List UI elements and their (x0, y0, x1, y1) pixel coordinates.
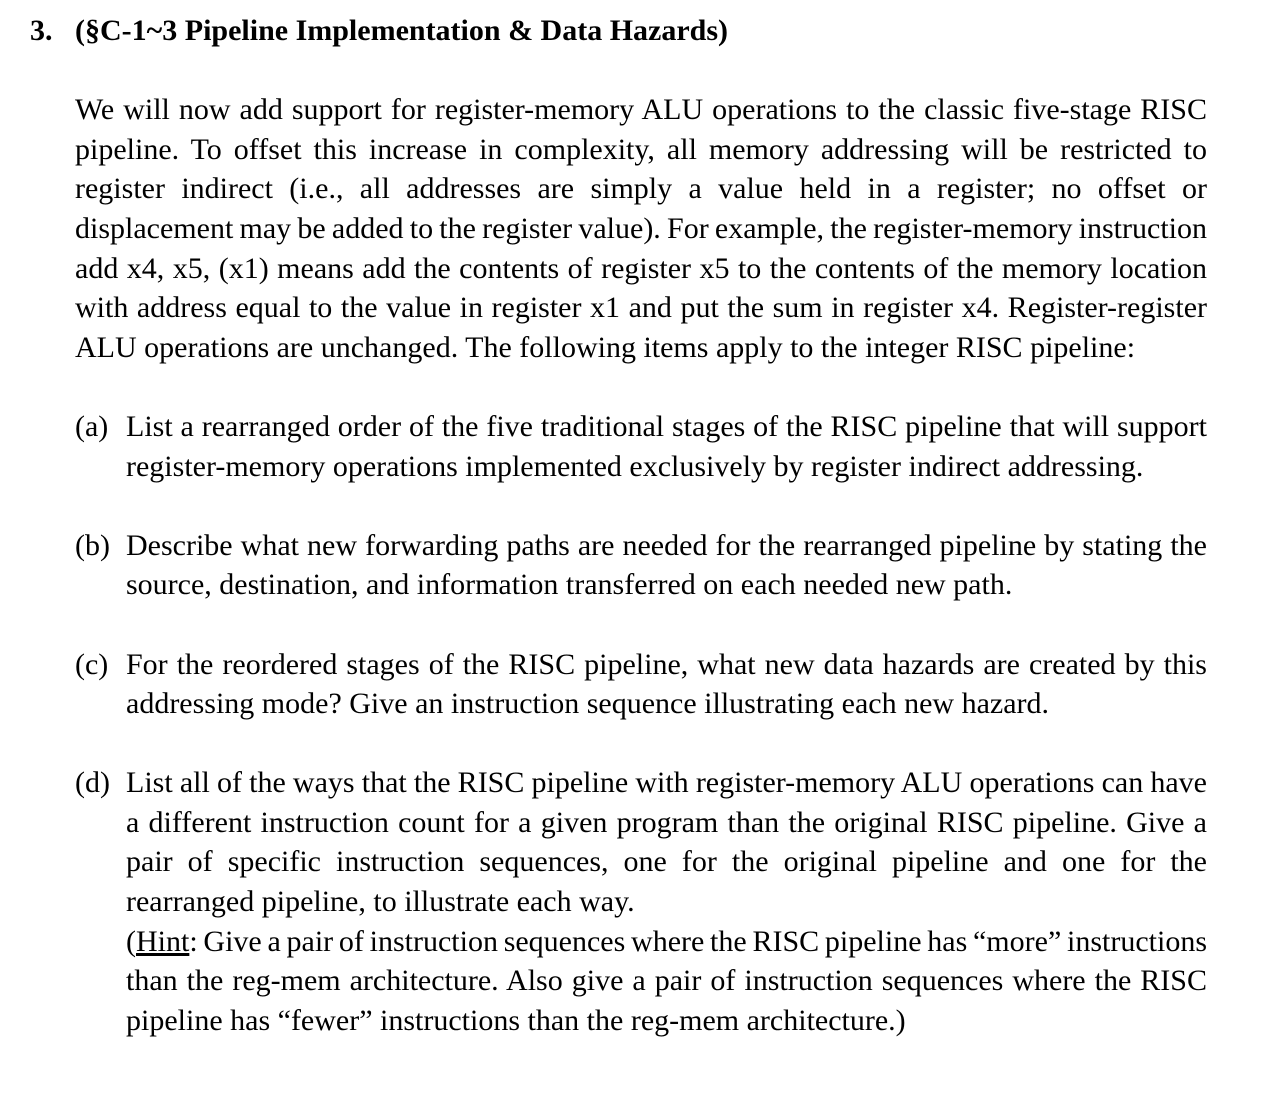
part-d-line: pair of specific instruction sequences, one for the original pipeline and one for the (126, 845, 1207, 879)
intro-line: pipeline. To offset this increase in complexity, all memory addressing will be restricted to (75, 132, 1207, 166)
part-d-label: (d) (75, 766, 110, 800)
part-b-label: (b) (75, 528, 110, 562)
part-d-line: List all of the ways that the RISC pipeline with register-memory ALU operations can have (126, 766, 1207, 800)
intro-line: displacement may be added to the register value). For example, the register-memory instruction (75, 211, 1207, 245)
part-c-line: addressing mode? Give an instruction sequence illustrating each new hazard. (126, 687, 1050, 721)
part-d (75, 763, 1207, 1040)
part-a-line: List a rearranged order of the five traditional stages of the RISC pipeline that will support (126, 409, 1207, 443)
part-a-label: (a) (75, 409, 109, 443)
intro-line: with address equal to the value in register x1 and put the sum in register x4. Register-register (75, 291, 1207, 325)
hint-line (126, 922, 1207, 962)
intro-line: ALU operations are unchanged. The following items apply to the integer RISC pipeline: (75, 330, 1136, 364)
part-c-label: (c) (75, 647, 109, 681)
part-b-text (126, 526, 1207, 605)
question-number: 3. (30, 14, 53, 47)
hint-open-paren: ( (126, 924, 136, 958)
hint-keyword: Hint (136, 924, 190, 958)
part-b (75, 526, 1207, 605)
hint-line: than the reg-mem architecture. Also give a pair of instruction sequences where the RISC (126, 964, 1207, 998)
hint-line: pipeline has “fewer” instructions than the reg-mem architecture.) (126, 1003, 906, 1037)
intro-line: register indirect (i.e., all addresses are simply a value held in a register; no offset or (75, 172, 1207, 206)
part-d-text (126, 763, 1207, 1040)
question-title: (§C-1~3 Pipeline Implementation & Data Hazards) (75, 14, 729, 47)
intro-line: add x4, x5, (x1) means add the contents of register x5 to the contents of the memory location (75, 251, 1207, 285)
part-a-text (126, 407, 1207, 486)
hint-text: : Give a pair of instruction sequences where the RISC pipeline has “more” instructions (189, 924, 1207, 958)
part-c-line: For the reordered stages of the RISC pipeline, what new data hazards are created by this (126, 647, 1207, 681)
part-b-line: Describe what new forwarding paths are needed for the rearranged pipeline by stating the (126, 528, 1207, 562)
part-d-line: a different instruction count for a given program than the original RISC pipeline. Give a (126, 805, 1207, 839)
question-heading (0, 11, 1270, 51)
part-a-line: register-memory operations implemented exclusively by register indirect addressing. (126, 449, 1144, 483)
part-c-text (126, 645, 1207, 724)
part-b-line: source, destination, and information transferred on each needed new path. (126, 568, 1013, 602)
part-a (75, 407, 1207, 486)
intro-line: We will now add support for register-memory ALU operations to the classic five-stage RISC (75, 93, 1207, 127)
intro-paragraph (75, 90, 1207, 367)
part-c (75, 645, 1207, 724)
part-d-line: rearranged pipeline, to illustrate each way. (126, 885, 635, 919)
